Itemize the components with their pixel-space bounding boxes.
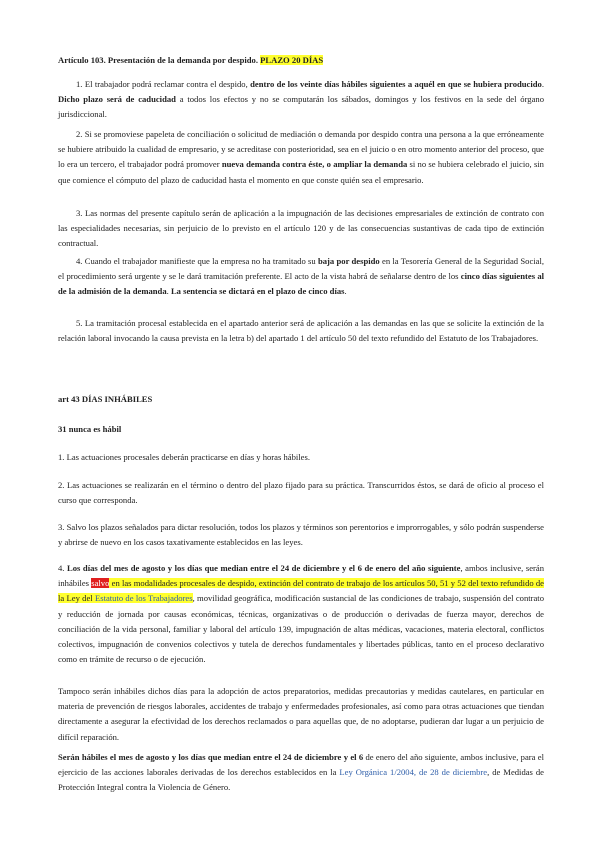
p4-bold-f: La sentencia se dictará en el plazo de cinco días bbox=[170, 286, 345, 297]
p2-text-a: 2. Si se promoviese papeleta de conciliación o solicitud de mediación o demanda por despido contra una persona a la que erróneamente se hubiere atribuido la cualidad de empresario, y se acreditase con posterioridad, sea en el juicio o en otro momento anterior del proceso, que lo era un tercero, el trabajador podrá promover bbox=[58, 129, 544, 170]
p5-text: 5. La tramitación procesal establecida en el apartado anterior será de aplicación a las demandas en las que se solicite la extinción de la relación laboral invocando la causa prevista en la letra b) del apartado 1 del artículo 50 del texto refundido del Estatuto de los Trabajadores. bbox=[58, 318, 544, 344]
p1-text-e: a todos los efectos y no se computarán los sábados, domingos y los festivos en la sede del órgano jurisdiccional. bbox=[58, 94, 544, 120]
art43-p6-text-d: , de Medidas de Protección Integral contra la Violencia de Género. bbox=[58, 767, 544, 793]
art43-paragraph-1 bbox=[58, 450, 544, 465]
p2-bold-b: nueva demanda contra éste, o ampliar la demanda bbox=[221, 159, 408, 170]
art43-paragraph-3 bbox=[58, 520, 544, 550]
art43-p4-text-a: 4. bbox=[58, 563, 67, 573]
art103-paragraph-1 bbox=[58, 77, 544, 123]
art43-paragraph-4 bbox=[58, 561, 544, 667]
art43-p4-yellow-highlight: en las modalidades procesales de despido, extinción del contrato de trabajo de los artículos 50, 51 y 52 del texto refundido de la Ley del bbox=[58, 578, 545, 604]
estatuto-trabajadores-link[interactable]: Estatuto de los Trabajadores bbox=[94, 593, 193, 604]
ley-organica-link[interactable]: Ley Orgánica 1/2004, de 28 de diciembre bbox=[339, 767, 488, 778]
art43-p4-text-g: , movilidad geográfica, modificación sustancial de las condiciones de trabajo, suspensión del contrato y reducción de jornada por causas económicas, técnicas, organizativas o de producción o derivadas de fuerza mayor, derechos de conciliación de la vida personal, familiar y laboral del artículo 139, impugnación de altas médicas, vacaciones, materia electoral, conflictos colectivos, impugnación de convenios colectivos y tutela de derechos fundamentales y libertades públicas, tanto en el proceso declarativo como en trámite de recurso o de ejecución. bbox=[58, 593, 544, 665]
p4-text-e: . bbox=[166, 286, 171, 297]
art103-title-text: Artículo 103. Presentación de la demanda por despido. bbox=[58, 55, 258, 65]
art43-p6-text-b: de enero del año siguiente, ambos inclusive, para el ejercicio de las acciones laborales derivadas de los derechos establecidos en la bbox=[58, 752, 545, 778]
art103-paragraph-4 bbox=[58, 254, 544, 300]
art43-p5-text: Tampoco serán inhábiles dichos días para la adopción de actos preparatorios, medidas precautorias y medidas cautelares, en particular en materia de prevención de riesgos laborales, accidentes de trabajo y enfermedades profesionales, así como para otras actuaciones que tiendan directamente a asegurar la efectividad de los derechos reclamados o para aquellas que, de no adoptarse, pudieran dar lugar a un perjuicio de difícil reparación. bbox=[58, 686, 544, 742]
art43-p4-bold-b: Los días del mes de agosto y los días que median entre el 24 de diciembre y el 6 de enero del año siguiente bbox=[67, 563, 461, 573]
art103-title bbox=[58, 53, 544, 68]
p1-number: 1. bbox=[76, 79, 83, 89]
art103-paragraph-3 bbox=[58, 206, 544, 252]
art43-p4-red-highlight: salvo bbox=[91, 578, 110, 589]
art103-deadline-highlight: PLAZO 20 DÍAS bbox=[260, 55, 324, 65]
p1-text-c: . bbox=[541, 79, 544, 89]
p1-text-a: El trabajador podrá reclamar contra el despido, bbox=[82, 79, 251, 89]
p2-text-c: si no se hubiera celebrado el juicio, sin que comience el cómputo del plazo de caducidad hasta el momento en que conste quién sea el empresario. bbox=[58, 159, 544, 185]
p3-text: 3. Las normas del presente capítulo serán de aplicación a la impugnación de las decisiones empresariales de extinción de contrato con las especialidades necesarias, sin perjuicio de lo previsto en el artículo 120 y de las consecuencias sustantivas de cada tipo de extinción contractual. bbox=[58, 208, 544, 249]
p4-text-a: 4. Cuando el trabajador manifieste que la empresa no ha tramitado su bbox=[76, 256, 318, 266]
p4-text-g: . bbox=[344, 286, 347, 297]
art43-p4-text-c: , ambos inclusive, serán inhábiles bbox=[58, 563, 544, 589]
p4-bold-b: baja por despido bbox=[317, 256, 380, 266]
art103-paragraph-2 bbox=[58, 127, 544, 188]
art43-title bbox=[58, 392, 544, 407]
art43-p2-text: 2. Las actuaciones se realizarán en el término o dentro del plazo fijado para su práctica. Transcurridos éstos, se dará de oficio al proceso el curso que corresponda. bbox=[58, 480, 544, 506]
art43-p3-text: 3. Salvo los plazos señalados para dictar resolución, todos los plazos y términos son perentorios e improrrogables, y sólo podrán suspenderse y abrirse de nuevo en los casos taxativamente establecidos en las leyes. bbox=[58, 522, 544, 548]
p1-bold-b: dentro de los veinte días hábiles siguientes a aquél en que se hubiera producido bbox=[250, 79, 542, 89]
p1-bold-d: Dicho plazo será de caducidad bbox=[58, 94, 176, 105]
art43-paragraph-5 bbox=[58, 684, 544, 745]
art43-subtitle bbox=[58, 422, 544, 437]
art103-paragraph-5 bbox=[58, 316, 544, 346]
p4-bold-d: cinco días siguientes al de la admisión de la demanda bbox=[58, 271, 545, 297]
art43-subtitle-text: 31 nunca es hábil bbox=[58, 424, 122, 434]
p4-text-c: en la Tesorería General de la Seguridad Social, el procedimiento será urgente y se le dará tramitación preferente. El acto de la vista habrá de señalarse dentro de los bbox=[58, 256, 545, 282]
art43-paragraph-2 bbox=[58, 478, 544, 508]
art43-p1-text: 1. Las actuaciones procesales deberán practicarse en días y horas hábiles. bbox=[58, 452, 310, 462]
art43-p6-bold-a: Serán hábiles el mes de agosto y los días que median entre el 24 de diciembre y el 6 bbox=[58, 752, 364, 762]
art43-title-text: art 43 DÍAS INHÁBILES bbox=[58, 394, 153, 404]
art43-paragraph-6 bbox=[58, 750, 544, 796]
